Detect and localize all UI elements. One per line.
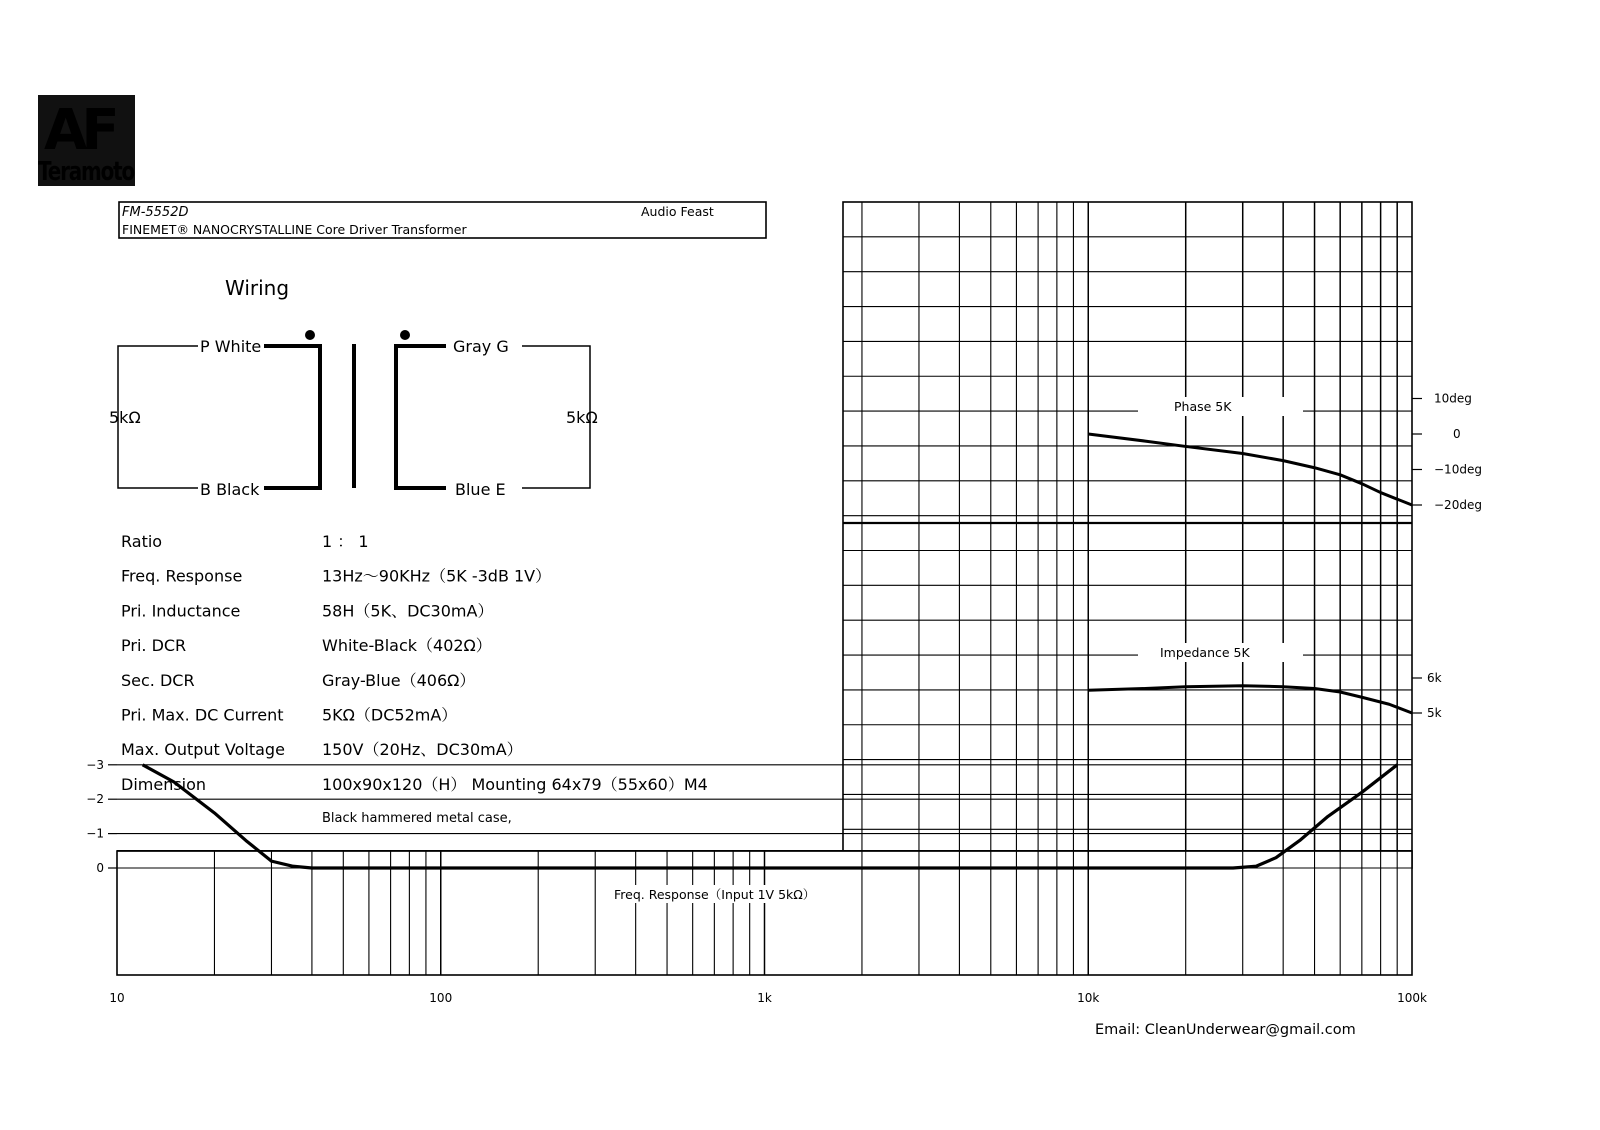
spec-label: Pri. Max. DC Current bbox=[121, 705, 284, 725]
spec-label: Pri. DCR bbox=[121, 636, 187, 656]
spec-label: Freq. Response bbox=[121, 566, 243, 586]
brand-name: Audio Feast bbox=[641, 204, 714, 219]
primary-load-label: 5kΩ bbox=[109, 408, 141, 427]
spec-value: White-Black（402Ω） bbox=[322, 636, 492, 656]
spec-value: 1 ： 1 bbox=[322, 532, 369, 551]
phase-tick-label: 0 bbox=[1453, 427, 1461, 441]
freq-xtick-label: 100k bbox=[1397, 991, 1427, 1005]
primary-polarity-dot bbox=[305, 330, 315, 340]
impedance-title: Impedance 5K bbox=[1160, 645, 1250, 660]
spec-label: Sec. DCR bbox=[121, 670, 195, 690]
freq-xtick-label: 10 bbox=[109, 991, 125, 1005]
secondary-winding bbox=[396, 346, 446, 488]
phase-tick-label: 10deg bbox=[1434, 391, 1472, 406]
b-black-label: B Black bbox=[200, 480, 260, 499]
primary-winding bbox=[264, 346, 320, 488]
impedance-tick-label: 5k bbox=[1427, 706, 1442, 720]
impedance-tick-label: 6k bbox=[1427, 671, 1442, 685]
phase-tick-label: −10deg bbox=[1434, 462, 1482, 477]
phase-curve bbox=[1088, 434, 1412, 505]
freq-xtick-label: 10k bbox=[1077, 991, 1100, 1005]
freq-ytick-label: 0 bbox=[96, 861, 104, 875]
model-number: FM-5552D bbox=[122, 205, 189, 220]
p-white-label: P White bbox=[200, 337, 262, 356]
spec-label: Ratio bbox=[121, 532, 163, 551]
phase-title: Phase 5K bbox=[1174, 399, 1232, 414]
contact-email: Email: CleanUnderwear@gmail.com bbox=[1095, 1022, 1356, 1038]
spec-table bbox=[121, 532, 708, 794]
blue-e-label: Blue E bbox=[455, 480, 506, 499]
phase-impedance-chart bbox=[843, 202, 1482, 868]
spec-value: Gray-Blue（406Ω） bbox=[322, 670, 476, 690]
freq-xtick-label: 1k bbox=[757, 991, 772, 1005]
gray-g-label: Gray G bbox=[453, 337, 509, 356]
secondary-polarity-dot bbox=[400, 330, 410, 340]
spec-value: 58H（5K、DC30mA） bbox=[322, 601, 494, 621]
spec-label: Pri. Inductance bbox=[121, 601, 241, 621]
freq-title: Freq. Response（Input 1V 5kΩ） bbox=[614, 887, 816, 902]
wiring-title: Wiring bbox=[225, 276, 290, 300]
spec-value: 150V（20Hz、DC30mA） bbox=[322, 740, 523, 760]
phase-tick-label: −20deg bbox=[1434, 498, 1482, 512]
freq-ytick-label: −2 bbox=[86, 792, 104, 807]
freq-ytick-label: −3 bbox=[86, 757, 104, 772]
freq-xtick-label: 100 bbox=[429, 991, 453, 1005]
spec-value: 100x90x120（H） Mounting 64x79（55x60）M4 bbox=[322, 774, 708, 794]
spec-label: Max. Output Voltage bbox=[121, 740, 285, 760]
freq-ytick-label: −1 bbox=[86, 826, 104, 841]
product-description: FINEMET® NANOCRYSTALLINE Core Driver Transformer bbox=[122, 222, 467, 237]
header-box bbox=[119, 202, 766, 238]
case-note: Black hammered metal case, bbox=[322, 811, 512, 826]
wiring-diagram bbox=[109, 276, 598, 499]
logo-big-text: AF bbox=[44, 98, 114, 163]
upper-grid-frame bbox=[843, 202, 1412, 868]
spec-label: Dimension bbox=[121, 774, 207, 794]
spec-value: 13Hz～90KHz（5K -3dB 1V） bbox=[322, 566, 552, 586]
secondary-load-label: 5kΩ bbox=[566, 408, 598, 427]
logo-small-text: Teramoto bbox=[38, 157, 135, 187]
spec-value: 5KΩ（DC52mA） bbox=[322, 705, 458, 725]
af-teramoto-logo bbox=[38, 95, 135, 187]
